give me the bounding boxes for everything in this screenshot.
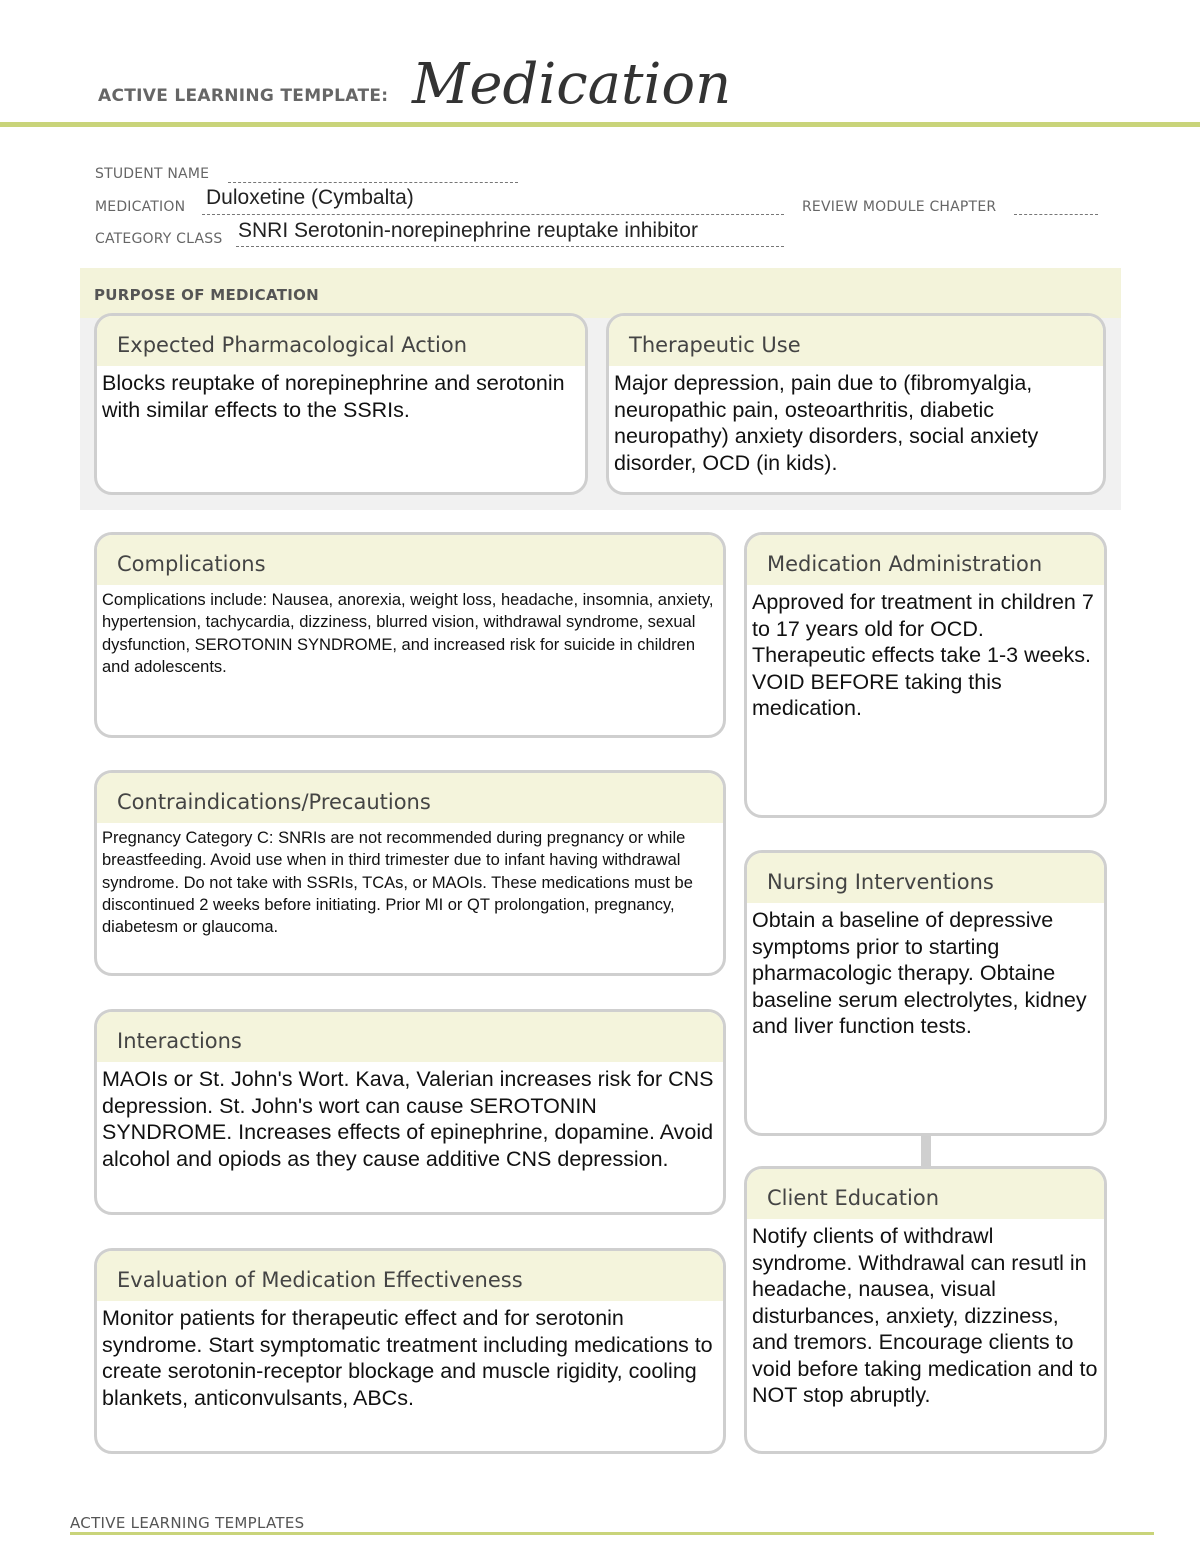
student-name-line <box>228 182 518 183</box>
therapeutic-use-title: Therapeutic Use <box>609 316 1103 366</box>
nursing-interventions-card <box>744 850 1107 1136</box>
contraindications-text: Pregnancy Category C: SNRIs are not recommended during pregnancy or while breastfeeding. Avoid use when in third trimester due to infant having withdrawal syndrome. Do not take with SSRIs, TCAs, or MAOIs. These medications must be discontinued 2 weeks before initiating. Prior MI or QT prolongation, pregnancy, diabetesm or glaucoma. <box>102 829 693 937</box>
contraindications-title: Contraindications/Precautions <box>97 773 723 823</box>
interactions-card <box>94 1009 726 1215</box>
footer-divider <box>70 1532 1154 1535</box>
purpose-label: PURPOSE OF MEDICATION <box>94 286 320 304</box>
therapeutic-use-text: Major depression, pain due to (fibromyalgia, neuropathic pain, osteoarthritis, diabetic neuropathy) anxiety disorders, social anxiety disorder, OCD (in kids). <box>614 371 1039 475</box>
client-education-title: Client Education <box>747 1169 1104 1219</box>
review-module-line <box>1014 214 1098 215</box>
header-divider <box>0 122 1200 127</box>
category-class-label: CATEGORY CLASS <box>95 231 223 247</box>
review-module-label: REVIEW MODULE CHAPTER <box>802 199 997 215</box>
category-class-line <box>236 246 784 247</box>
interactions-title: Interactions <box>97 1012 723 1062</box>
footer-label: ACTIVE LEARNING TEMPLATES <box>70 1514 305 1532</box>
therapeutic-use-card <box>606 313 1106 495</box>
evaluation-text: Monitor patients for therapeutic effect and for serotonin syndrome. Start symptomatic treatment including medications to create serotonin-receptor blockage and muscle rigidity, cooling blankets, anticonvulsants, ABCs. <box>102 1306 713 1410</box>
page-title: Medication <box>412 52 732 117</box>
category-class-field[interactable]: SNRI Serotonin-norepinephrine reuptake inhibitor <box>238 219 698 242</box>
client-education-text: Notify clients of withdrawl syndrome. Withdrawal can resutl in headache, nausea, visual disturbances, anxiety, dizziness, and tremors. Encourage clients to void before taking medication and to NOT stop abruptly. <box>752 1224 1098 1407</box>
nursing-interventions-title: Nursing Interventions <box>747 853 1104 903</box>
complications-text: Complications include: Nausea, anorexia, weight loss, headache, insomnia, anxiety, hypertension, tachycardia, dizziness, blurred vision, withdrawal syndrome, sexual dysfunction, SEROTONIN SYNDROME, and increased risk for suicide in children and adolescents. <box>102 591 714 676</box>
expected-action-card <box>94 313 588 495</box>
complications-title: Complications <box>97 535 723 585</box>
evaluation-card <box>94 1248 726 1454</box>
medication-label: MEDICATION <box>95 199 186 215</box>
expected-action-text: Blocks reuptake of norepinephrine and serotonin with similar effects to the SSRIs. <box>102 371 565 422</box>
interactions-text: MAOIs or St. John's Wort. Kava, Valerian increases risk for CNS depression. St. John's wort can cause SEROTONIN SYNDROME. Increases effects of epinephrine, dopamine. Avoid alcohol and opiods as they cause additive CNS depression. <box>102 1067 714 1171</box>
header-label: ACTIVE LEARNING TEMPLATE: <box>98 86 389 106</box>
medication-administration-text: Approved for treatment in children 7 to 17 years old for OCD. Therapeutic effects take 1-3 weeks. VOID BEFORE taking this medication. <box>752 590 1094 720</box>
medication-administration-title: Medication Administration <box>747 535 1104 585</box>
contraindications-card <box>94 770 726 976</box>
medication-line <box>202 214 784 215</box>
student-name-label: STUDENT NAME <box>95 166 210 182</box>
client-education-card <box>744 1166 1107 1454</box>
nursing-interventions-text: Obtain a baseline of depressive symptoms prior to starting pharmacologic therapy. Obtaine baseline serum electrolytes, kidney and liver function tests. <box>752 908 1087 1038</box>
evaluation-title: Evaluation of Medication Effectiveness <box>97 1251 723 1301</box>
card-connector <box>921 1134 931 1166</box>
expected-action-title: Expected Pharmacological Action <box>97 316 585 366</box>
medication-administration-card <box>744 532 1107 818</box>
medication-field[interactable]: Duloxetine (Cymbalta) <box>206 186 414 209</box>
complications-card <box>94 532 726 738</box>
